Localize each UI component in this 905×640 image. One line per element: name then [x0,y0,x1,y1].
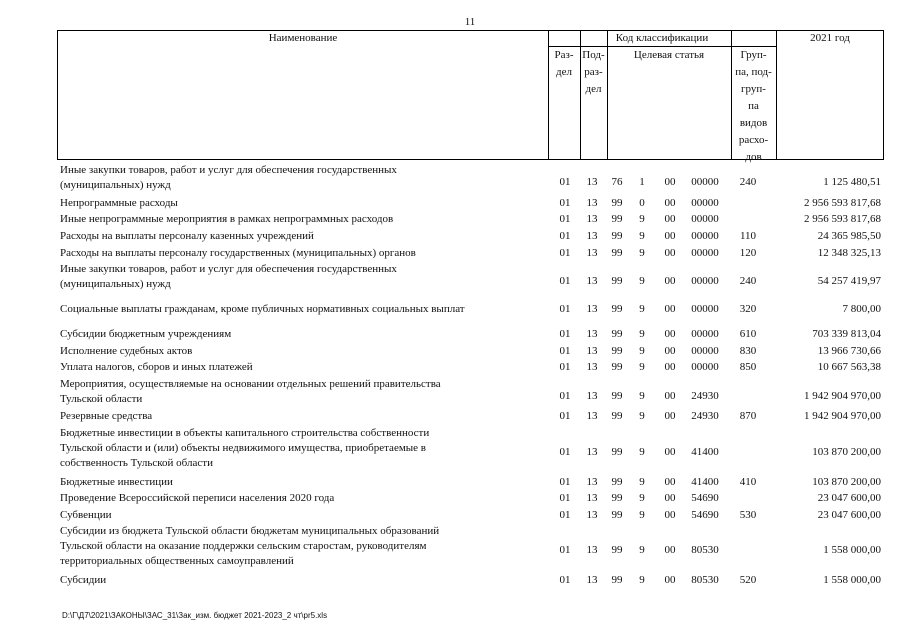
row-name: Проведение Всероссийской переписи населения 2020 года [60,492,335,504]
code-d: 00000 [691,303,719,315]
code-c: 00 [664,328,676,340]
code-c: 00 [664,213,676,225]
table-row [0,262,905,292]
code-p: 13 [586,574,598,586]
code-c: 00 [664,492,676,504]
page-number: 11 [464,16,476,28]
row-name: Мероприятия, осуществляемые на основании отдельных решений правительства Тульской области [60,378,441,405]
row-amount: 12 348 325,13 [817,247,881,259]
code-r: 01 [559,544,571,556]
row-amount: 13 966 730,66 [817,345,881,357]
row-amount: 2 956 593 817,68 [804,197,881,209]
code-d: 00000 [691,176,719,188]
code-p: 13 [586,247,598,259]
table-row [0,196,905,211]
code-r: 01 [559,446,571,458]
code-d: 00000 [691,328,719,340]
code-b: 9 [639,574,645,586]
table-row [0,302,905,317]
row-amount: 1 125 480,51 [823,176,881,188]
code-a: 99 [611,492,623,504]
code-g: 520 [739,574,757,586]
code-c: 00 [664,544,676,556]
code-b: 9 [639,410,645,422]
code-d: 00000 [691,247,719,259]
code-r: 01 [559,492,571,504]
code-r: 01 [559,509,571,521]
row-amount: 103 870 200,00 [812,446,881,458]
row-amount: 54 257 419,97 [817,275,881,287]
code-r: 01 [559,328,571,340]
code-b: 9 [639,446,645,458]
code-c: 00 [664,390,676,402]
code-a: 99 [611,345,623,357]
code-p: 13 [586,328,598,340]
code-a: 99 [611,361,623,373]
row-name: Исполнение судебных актов [60,345,193,357]
row-name: Субвенции [60,509,112,521]
table-row [0,246,905,261]
code-a: 99 [611,574,623,586]
row-name: Бюджетные инвестиции в объекты капитального строительства собственности Тульской области и (или) объекты недвижимого имущества, приобретаемые в собственность Тульской области [60,427,430,469]
table-row [0,508,905,523]
code-c: 00 [664,361,676,373]
code-r: 01 [559,303,571,315]
code-g: 120 [739,247,757,259]
code-d: 80530 [691,574,719,586]
table-row [0,377,905,407]
code-r: 01 [559,176,571,188]
code-p: 13 [586,446,598,458]
code-c: 00 [664,476,676,488]
code-d: 00000 [691,230,719,242]
header-gruppa: Груп- па, под- груп- па видов расхо- дов [735,49,772,163]
row-amount: 703 339 813,04 [812,328,881,340]
code-d: 24930 [691,410,719,422]
code-c: 00 [664,230,676,242]
code-c: 00 [664,275,676,287]
code-p: 13 [586,492,598,504]
code-r: 01 [559,197,571,209]
row-amount: 23 047 600,00 [817,492,881,504]
row-name: Иные непрограммные мероприятия в рамках непрограммных расходов [60,213,394,225]
code-b: 9 [639,345,645,357]
code-g: 410 [739,476,757,488]
code-b: 9 [639,303,645,315]
header-year: 2021 год [810,32,850,44]
code-r: 01 [559,390,571,402]
code-a: 99 [611,230,623,242]
header-code: Код классификации [615,32,709,44]
code-a: 99 [611,390,623,402]
code-b: 9 [639,492,645,504]
table-row [0,163,905,193]
code-r: 01 [559,230,571,242]
file-path: D:\Г\Д7\2021\ЗАКОНЫ\ЗАС_31\Зак_изм. бюджет 2021-2023_2 чт\pr5.xls [62,611,328,620]
code-d: 41400 [691,446,719,458]
code-c: 00 [664,303,676,315]
code-b: 9 [639,544,645,556]
table-row [0,491,905,506]
row-name: Иные закупки товаров, работ и услуг для обеспечения государственных (муниципальных) нужд [60,263,397,290]
code-p: 13 [586,410,598,422]
row-amount: 1 558 000,00 [823,544,881,556]
code-d: 41400 [691,476,719,488]
code-p: 13 [586,476,598,488]
row-name: Непрограммные расходы [60,197,178,209]
table-row [0,327,905,342]
row-name: Расходы на выплаты персоналу государственных (муниципальных) органов [60,247,416,259]
code-g: 830 [739,345,757,357]
code-b: 9 [639,390,645,402]
row-amount: 10 667 563,38 [817,361,881,373]
row-name: Уплата налогов, сборов и иных платежей [60,361,253,373]
code-c: 00 [664,197,676,209]
code-d: 00000 [691,197,719,209]
code-g: 870 [739,410,757,422]
code-a: 99 [611,328,623,340]
code-a: 99 [611,275,623,287]
code-d: 00000 [691,275,719,287]
row-amount: 1 942 904 970,00 [804,390,881,402]
code-b: 9 [639,328,645,340]
code-r: 01 [559,345,571,357]
code-c: 00 [664,446,676,458]
code-c: 00 [664,410,676,422]
header-celevaya: Целевая статья [633,49,705,61]
row-amount: 103 870 200,00 [812,476,881,488]
code-g: 240 [739,176,757,188]
row-amount: 1 942 904 970,00 [804,410,881,422]
code-g: 530 [739,509,757,521]
code-r: 01 [559,247,571,259]
code-a: 99 [611,410,623,422]
code-a: 99 [611,247,623,259]
code-p: 13 [586,509,598,521]
code-g: 240 [739,275,757,287]
code-a: 99 [611,303,623,315]
table-row [0,229,905,244]
code-a: 99 [611,213,623,225]
code-d: 24930 [691,390,719,402]
code-p: 13 [586,303,598,315]
code-g: 320 [739,303,757,315]
code-d: 54690 [691,492,719,504]
table-row [0,426,905,471]
code-r: 01 [559,275,571,287]
code-b: 9 [639,361,645,373]
table-row [0,475,905,490]
code-c: 00 [664,509,676,521]
code-r: 01 [559,361,571,373]
code-c: 00 [664,247,676,259]
code-p: 13 [586,361,598,373]
row-name: Социальные выплаты гражданам, кроме публичных нормативных социальных выплат [60,303,465,315]
code-b: 9 [639,509,645,521]
row-name: Иные закупки товаров, работ и услуг для обеспечения государственных (муниципальных) нужд [60,164,397,191]
code-a: 99 [611,446,623,458]
code-a: 99 [611,509,623,521]
row-amount: 7 800,00 [842,303,881,315]
row-amount: 2 956 593 817,68 [804,213,881,225]
code-g: 850 [739,361,757,373]
code-p: 13 [586,345,598,357]
row-amount: 23 047 600,00 [817,509,881,521]
row-name: Резервные средства [60,410,153,422]
header-podrazdel: Под- раз- дел [582,49,605,95]
table-row [0,524,905,569]
code-p: 13 [586,197,598,209]
code-r: 01 [559,574,571,586]
code-p: 13 [586,213,598,225]
code-g: 610 [739,328,757,340]
code-a: 99 [611,197,623,209]
row-amount: 24 365 985,50 [817,230,881,242]
code-r: 01 [559,476,571,488]
table-row [0,344,905,359]
code-g: 110 [739,230,757,242]
code-p: 13 [586,390,598,402]
code-a: 99 [611,476,623,488]
code-d: 00000 [691,361,719,373]
row-name: Расходы на выплаты персоналу казенных учреждений [60,230,314,242]
code-p: 13 [586,230,598,242]
row-name: Субсидии из бюджета Тульской области бюджетам муниципальных образований Тульской области на оказание поддержки сельским старостам, руководителям территориальных общественных самоуправлений [60,525,440,567]
code-b: 0 [639,197,645,209]
row-name: Субсидии [60,574,107,586]
code-b: 9 [639,476,645,488]
header-name: Наименование [268,32,338,44]
code-b: 9 [639,230,645,242]
code-b: 9 [639,247,645,259]
row-amount: 1 558 000,00 [823,574,881,586]
code-b: 9 [639,213,645,225]
table-row [0,573,905,588]
table-row [0,212,905,227]
code-d: 00000 [691,345,719,357]
table-row [0,360,905,375]
code-d: 54690 [691,509,719,521]
code-b: 9 [639,275,645,287]
code-a: 99 [611,544,623,556]
code-r: 01 [559,213,571,225]
table-header [57,30,884,163]
code-d: 80530 [691,544,719,556]
code-p: 13 [586,544,598,556]
code-a: 76 [611,176,623,188]
code-b: 1 [639,176,645,188]
code-d: 00000 [691,213,719,225]
code-p: 13 [586,275,598,287]
code-p: 13 [586,176,598,188]
row-name: Субсидии бюджетным учреждениям [60,328,232,340]
code-c: 00 [664,345,676,357]
row-name: Бюджетные инвестиции [60,476,173,488]
code-c: 00 [664,574,676,586]
code-c: 00 [664,176,676,188]
header-razdel: Раз- дел [554,49,574,78]
table-row [0,409,905,424]
code-r: 01 [559,410,571,422]
